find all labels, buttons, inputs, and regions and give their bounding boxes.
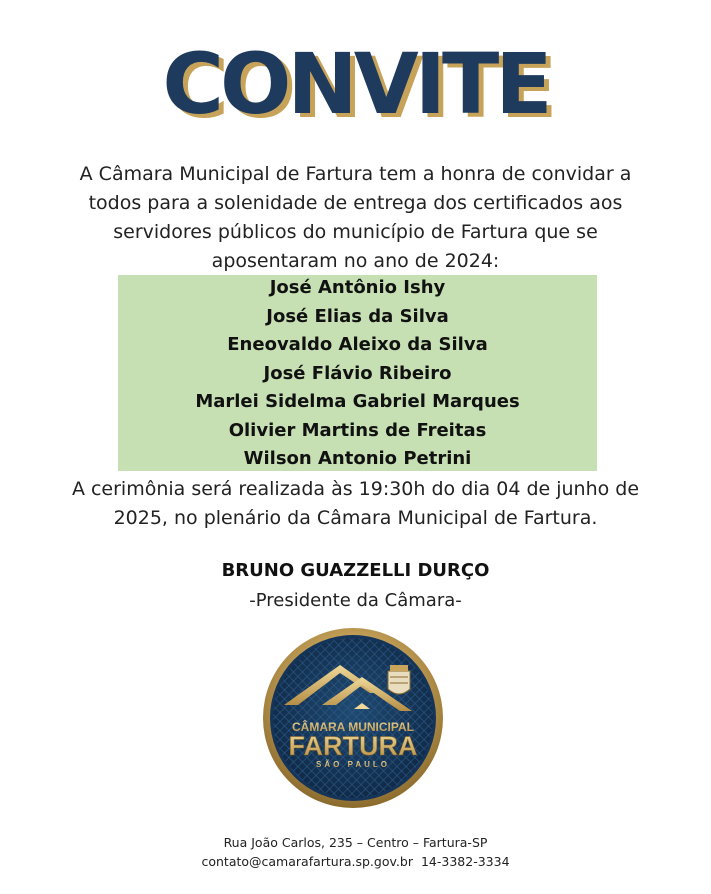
logo-line3: SÃO PAULO: [316, 760, 390, 769]
ceremony-paragraph: A cerimônia será realizada às 19:30h do dia 04 de junho de 2025, no plenário da Câmara Municipal de Fartura.: [71, 478, 640, 529]
logo-line2: FARTURA: [288, 731, 418, 761]
honoree-item: Eneovaldo Aleixo da Silva: [227, 334, 488, 355]
footer: [0, 833, 711, 871]
honoree-item: José Antônio Ishy: [269, 277, 446, 298]
invite-title: CONVITE: [162, 35, 549, 133]
footer-address: Rua João Carlos, 235 – Centro – Fartura-SP: [223, 835, 488, 850]
intro-paragraph: A Câmara Municipal de Fartura tem a honra de convidar a todos para a solenidade de entrega dos certificados aos servidores públicos do município de Fartura que se aposentaram no ano de 2024:: [79, 163, 632, 272]
honoree-item: Marlei Sidelma Gabriel Marques: [195, 391, 520, 412]
footer-phone: 14-3382-3334: [420, 854, 510, 869]
footer-email[interactable]: contato@camarafartura.sp.gov.br: [201, 854, 413, 869]
honoree-item: José Elias da Silva: [266, 305, 449, 327]
honoree-item: José Flávio Ribeiro: [263, 362, 452, 384]
camara-logo: [262, 627, 444, 809]
honoree-item: Wilson Antonio Petrini: [243, 448, 472, 469]
signer-name: BRUNO GUAZZELLI DURÇO: [221, 560, 490, 581]
logo-line1: CÂMARA MUNICIPAL: [292, 720, 414, 734]
crest-icon: [388, 665, 410, 694]
honoree-item: Olivier Martins de Freitas: [228, 419, 487, 441]
footer-contact: [0, 852, 711, 871]
signer-role: -Presidente da Câmara-: [249, 590, 462, 611]
title-wrap: [0, 36, 711, 132]
honorees-list: [118, 275, 597, 471]
